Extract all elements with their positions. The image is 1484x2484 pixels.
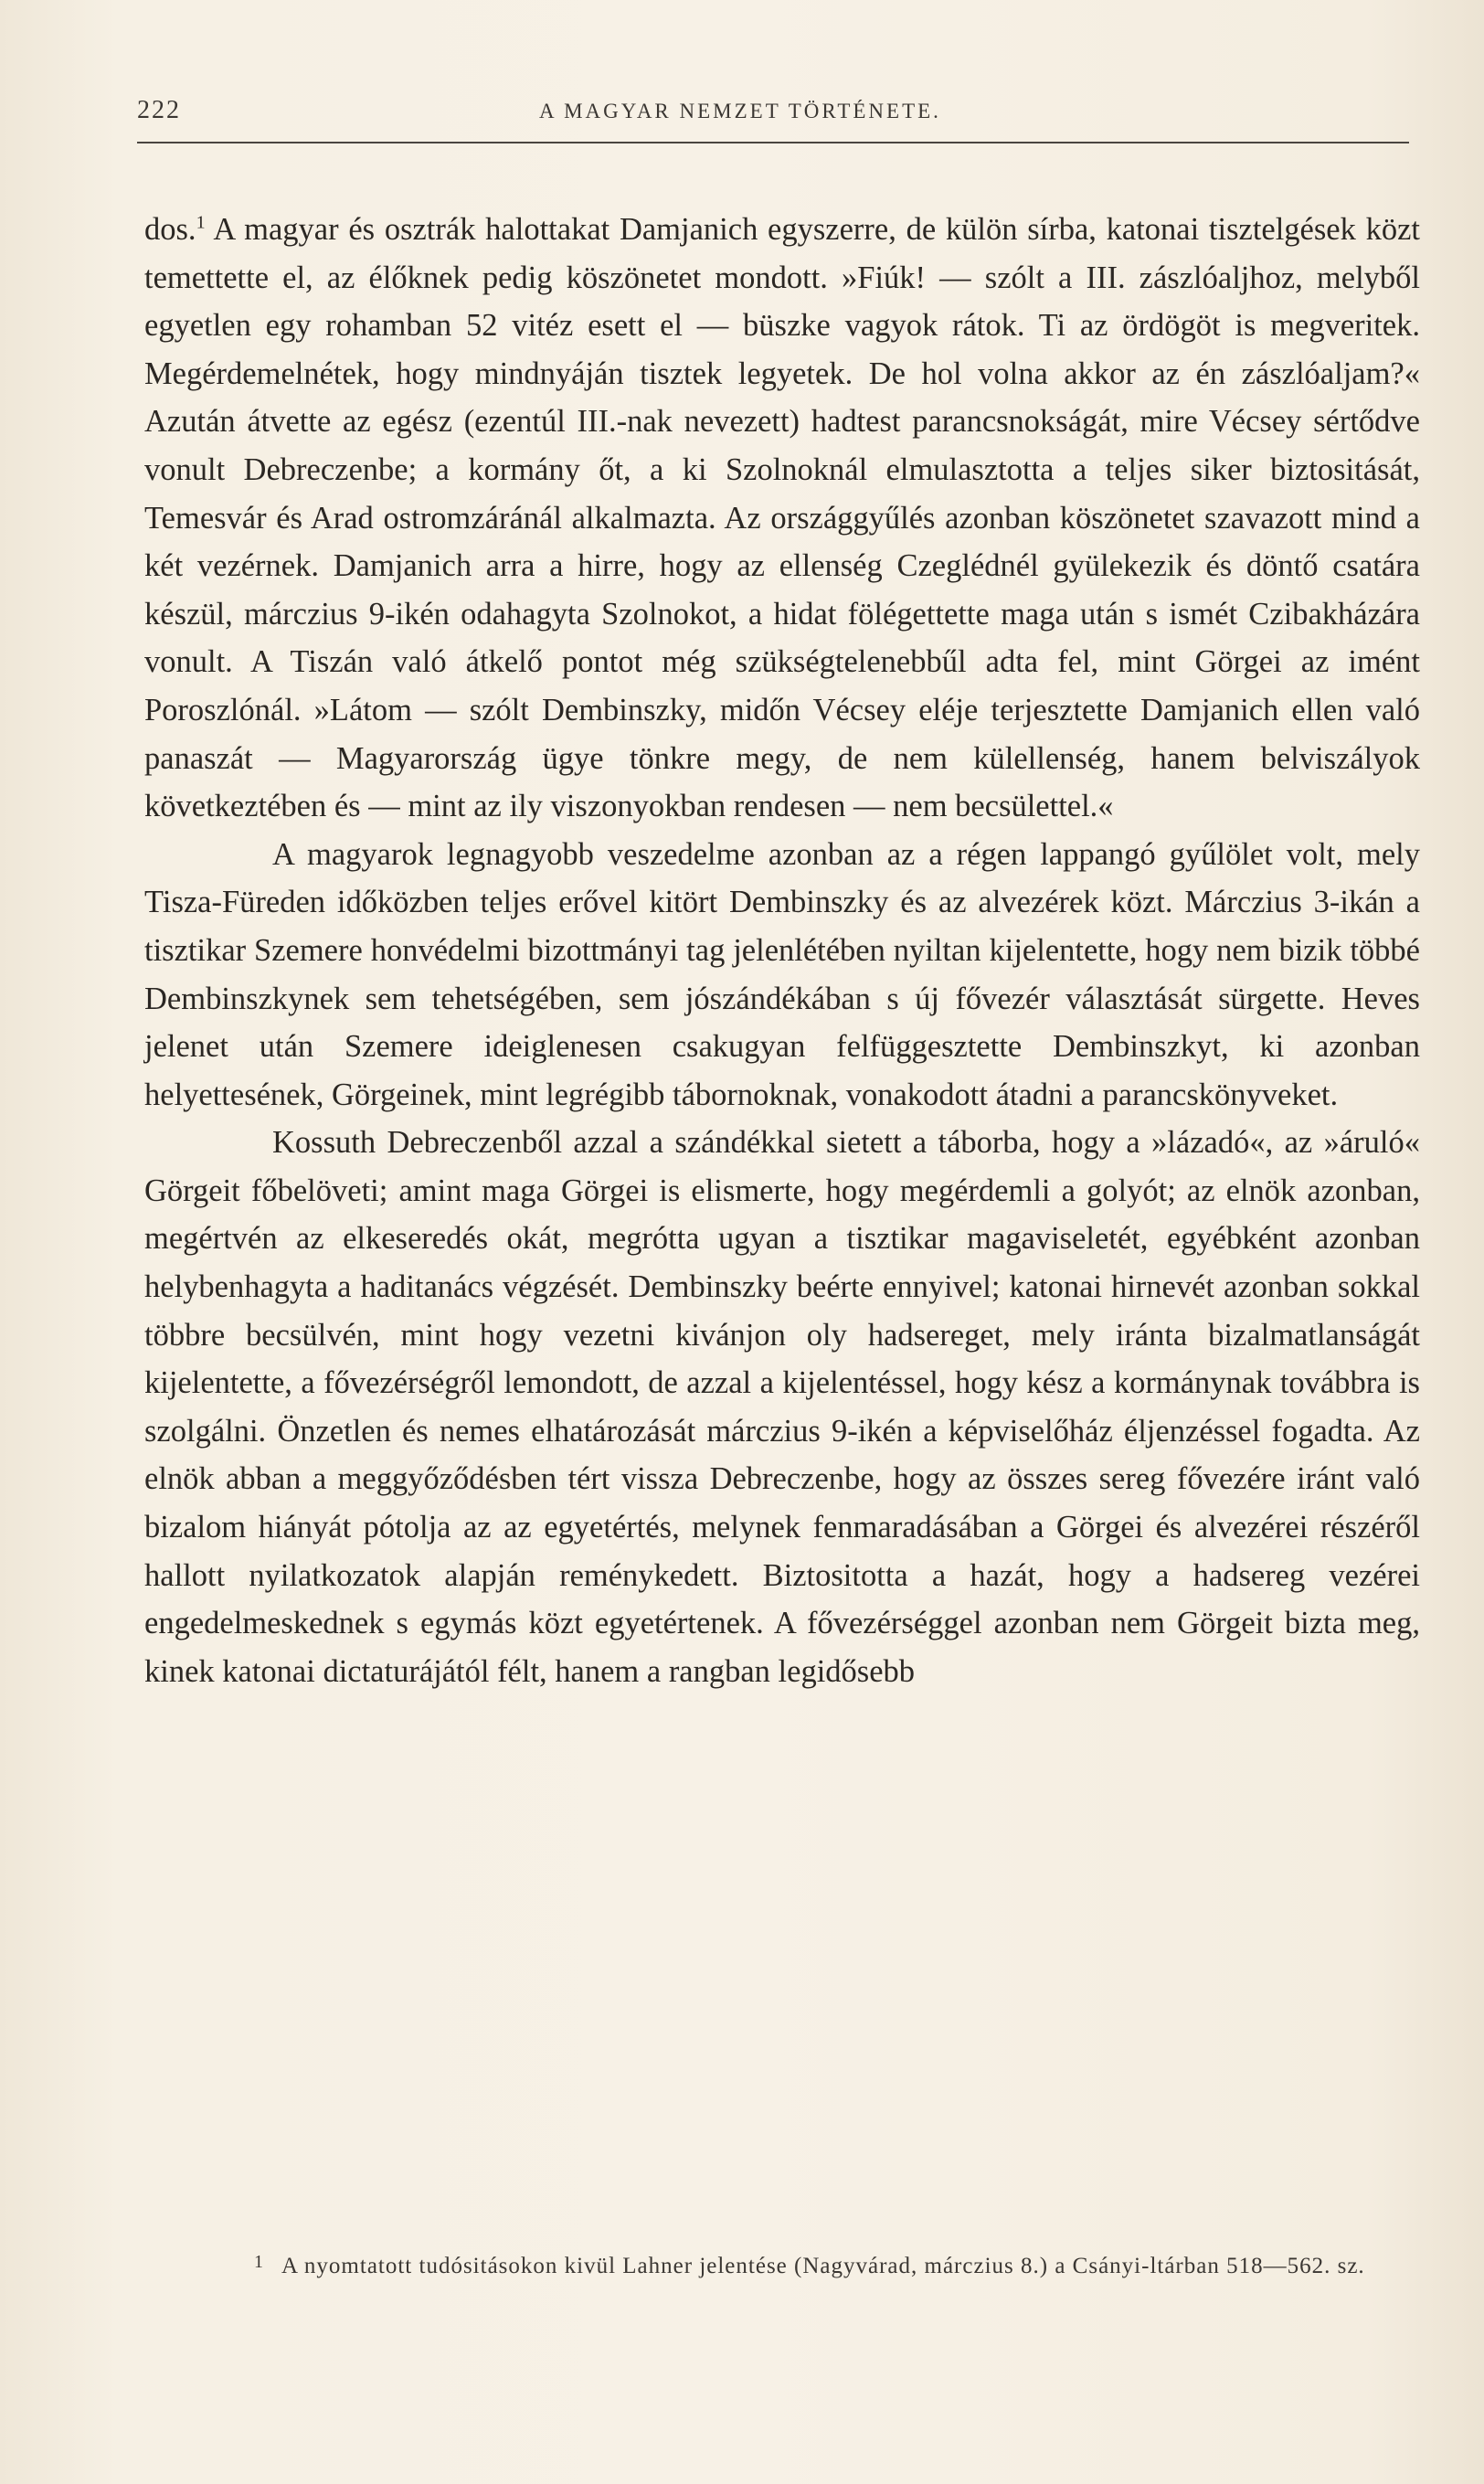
main-text — [144, 206, 1420, 1695]
page-header — [137, 96, 1409, 143]
footnote-text: A nyomtatott tudósitásokon kivül Lahner jelentése (Nagyvárad, márczius 8.) a Csányi-ltárban 518—562. sz. — [281, 2254, 1365, 2278]
running-title: A MAGYAR NEMZET TÖRTÉNETE. — [539, 100, 941, 122]
paragraph-3: Kossuth Debreczenből azzal a szándékkal sietett a táborba, hogy a »lázadó«, az »áruló« Görgeit főbelöveti; amint maga Görgei is elismerte, hogy megérdemli a golyót; az elnök azonban, megértvén az elkeseredés okát, megrótta ugyan a tisztikar magaviseletét, egyébként azonban helybenhagyta a haditanács végzését. Dembinszky beérte ennyivel; katonai hirnevét azonban sokkal többre becsülvén, mint hogy vezetni kivánjon oly hadsereget, mely iránta bizalmatlanságát kijelentette, a fővezérségről lemondott, de azzal a kijelentéssel, hogy kész a kormánynak továbbra is szolgálni. Önzetlen és nemes elhatározását márczius 9-ikén a képviselőház éljenzéssel fogadta. Az elnök abban a meggyőződésben tért vissza Debreczenbe, hogy az összes sereg fővezére iránt való bizalom hiányát pótolja az az egyetértés, melynek fenmaradásában a Görgei és alvezérei részéről hallott nyilatkozatok alapján reménykedett. Biztositotta a hazát, hogy a hadsereg vezérei engedelmeskednek s egymás közt egyetértenek. A fővezérséggel azonban nem Görgeit bizta meg, kinek katonai dictaturájától félt, hanem a rangban legidősebb — [144, 1125, 1420, 1689]
footnote-reference[interactable]: 1 — [196, 212, 206, 233]
paragraph-1 — [144, 206, 1420, 831]
paragraph-1-start: dos. — [144, 212, 196, 247]
paragraph-1-text: A magyar és osztrák halottakat Damjanich egyszerre, de külön sírba, katonai tisztelgések közt temettette el, az élőknek pedig köszönetet mondott. »Fiúk! — szólt a III. zászlóaljhoz, melyből egyetlen egy rohamban 52 vitéz esett el — büszke vagyok rátok. Ti az ördögöt is megveritek. Megérdemelnétek, hogy mindnyáján tisztek legyetek. De hol volna akkor az én zászlóaljam?« Azután átvette az egész (ezentúl III.-nak nevezett) hadtest parancsnokságát, mire Vécsey sértődve vonult Debreczenbe; a kormány őt, a ki Szolnoknál elmulasztotta a teljes siker biztositását, Temesvár és Arad ostromzáránál alkalmazta. Az országgyűlés azonban köszönetet szavazott mind a két vezérnek. Damjanich arra a hirre, hogy az ellenség Czeglédnél gyülekezik és döntő csatára készül, márczius 9-ikén odahagyta Szolnokot, a hidat fölégettette maga után s ismét Czibakházára vonult. A Tiszán való átkelő pontot még szükségtelenebbűl adta fel, mint Görgei az imént Poroszlónál. »Látom — szólt Dembinszky, midőn Vécsey eléje terjesztette Damjanich ellen való panaszát — Magyarország ügye tönkre megy, de nem külellenség, hanem belviszályok következtében és — mint az ily viszonyokban rendesen — nem becsülettel.« — [144, 212, 1420, 824]
page-number: 222 — [137, 96, 181, 124]
footnote: 1 A nyomtatott tudósitásokon kivül Lahner jelentése (Nagyvárad, márczius 8.) a Csányi-ltárban 518—562. sz. — [254, 2252, 1365, 2278]
paragraph-2: A magyarok legnagyobb veszedelme azonban az a régen lappangó gyűlölet volt, mely Tisza-Füreden időközben teljes erővel kitört Dembinszky és az alvezérek közt. Márczius 3-ikán a tisztikar Szemere honvédelmi bizottmányi tag jelenlétében nyiltan kijelentette, hogy nem bizik többé Dembinszkynek sem tehetségében, sem jószándékában s új fővezér választását sürgette. Heves jelenet után Szemere ideiglenesen csakugyan felfüggesztette Dembinszkyt, ki azonban helyettesének, Görgeinek, mint legrégibb tábornoknak, vonakodott átadni a parancskönyveket. — [144, 836, 1420, 1112]
